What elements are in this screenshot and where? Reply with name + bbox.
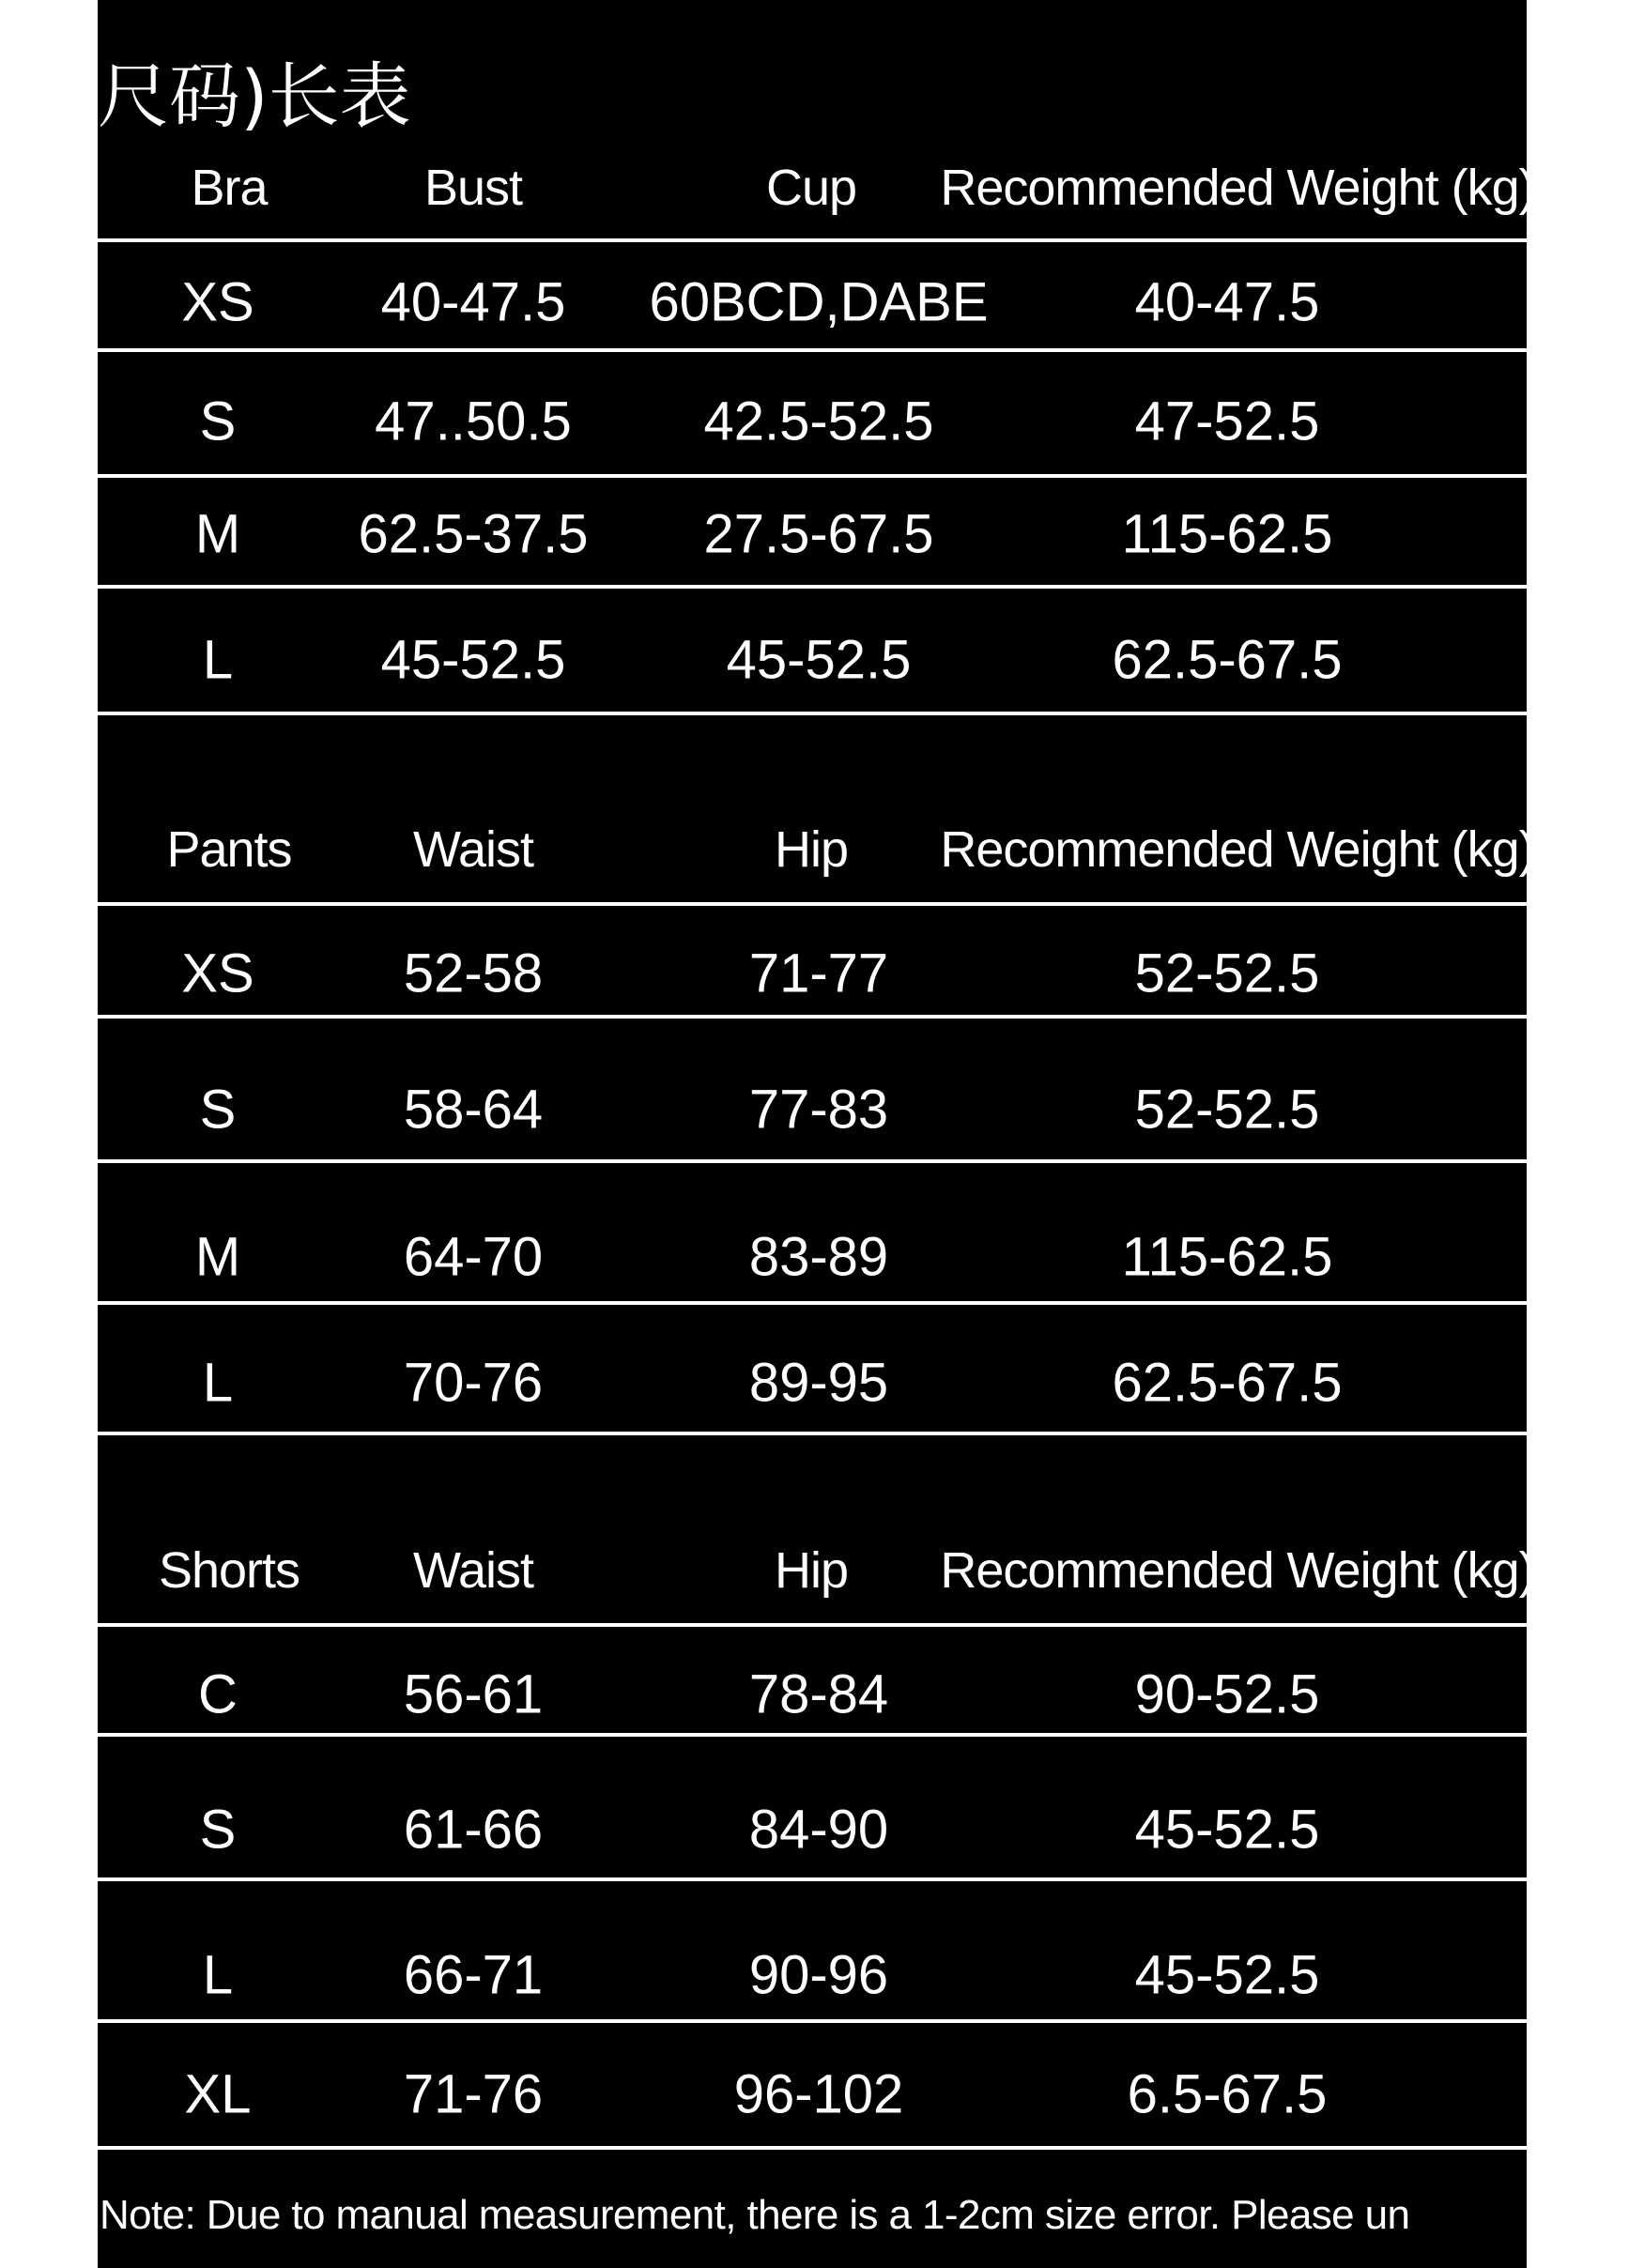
bra-cell-col2: 45-52.5 bbox=[380, 629, 566, 691]
bra-cell-col3: 27.5-67.5 bbox=[703, 503, 934, 565]
bra-header-col2: Bust bbox=[423, 160, 523, 216]
bra-row-divider bbox=[98, 585, 1527, 589]
shorts-cell-col2: 66-71 bbox=[403, 1944, 544, 2006]
pants-row-divider bbox=[98, 1015, 1527, 1019]
bra-header-size: Bra bbox=[191, 160, 268, 216]
shorts-row-divider bbox=[98, 1877, 1527, 1881]
bra-cell-size: XS bbox=[181, 271, 254, 333]
shorts-header-col3: Hip bbox=[774, 1542, 849, 1599]
pants-cell-size: L bbox=[202, 1352, 234, 1414]
shorts-cell-size: S bbox=[199, 1799, 237, 1861]
shorts-cell-size: L bbox=[202, 1944, 234, 2006]
bra-cell-col3: 45-52.5 bbox=[726, 629, 912, 691]
pants-cell-size: S bbox=[199, 1079, 237, 1141]
shorts-cell-weight: 6.5-67.5 bbox=[1127, 2063, 1328, 2125]
shorts-row-divider bbox=[98, 2146, 1527, 2150]
pants-row-divider bbox=[98, 1301, 1527, 1305]
bra-cell-weight: 115-62.5 bbox=[1121, 503, 1333, 565]
bra-cell-size: L bbox=[202, 629, 234, 691]
pants-cell-weight: 115-62.5 bbox=[1121, 1226, 1333, 1288]
shorts-row-divider bbox=[98, 2019, 1527, 2023]
shorts-header-col2: Waist bbox=[413, 1542, 533, 1599]
pants-cell-weight: 52-52.5 bbox=[1134, 942, 1320, 1004]
bra-row-divider bbox=[98, 238, 1527, 242]
page-title: 尺码)长表 bbox=[98, 54, 411, 138]
pants-cell-size: XS bbox=[181, 942, 254, 1004]
pants-row-divider bbox=[98, 902, 1527, 906]
shorts-cell-col2: 56-61 bbox=[403, 1663, 544, 1725]
shorts-cell-weight: 90-52.5 bbox=[1134, 1663, 1320, 1725]
footnote: Note: Due to manual measurement, there is a 1-2cm size error. Please un bbox=[100, 2192, 1410, 2238]
bra-cell-col2: 62.5-37.5 bbox=[358, 503, 589, 565]
bra-row-divider bbox=[98, 474, 1527, 478]
shorts-cell-col3: 84-90 bbox=[748, 1799, 889, 1861]
pants-row-divider bbox=[98, 1432, 1527, 1435]
shorts-cell-size: C bbox=[198, 1663, 238, 1725]
shorts-header-weight: Recommended Weight (kg) bbox=[940, 1542, 1535, 1599]
bra-cell-size: M bbox=[194, 503, 241, 565]
shorts-header-size: Shorts bbox=[158, 1542, 300, 1599]
pants-cell-col2: 64-70 bbox=[403, 1226, 544, 1288]
pants-cell-col3: 89-95 bbox=[748, 1352, 889, 1414]
shorts-row-divider bbox=[98, 1623, 1527, 1627]
pants-cell-weight: 62.5-67.5 bbox=[1112, 1352, 1343, 1414]
pants-cell-col3: 71-77 bbox=[748, 942, 889, 1004]
shorts-cell-weight: 45-52.5 bbox=[1134, 1799, 1320, 1861]
pants-cell-size: M bbox=[194, 1226, 241, 1288]
shorts-cell-col3: 96-102 bbox=[733, 2063, 904, 2125]
bra-cell-col2: 47..50.5 bbox=[375, 391, 572, 452]
bra-cell-weight: 62.5-67.5 bbox=[1112, 629, 1343, 691]
pants-cell-col2: 70-76 bbox=[403, 1352, 544, 1414]
pants-header-col2: Waist bbox=[413, 821, 533, 878]
shorts-row-divider bbox=[98, 1733, 1527, 1737]
bra-row-divider bbox=[98, 712, 1527, 715]
pants-cell-col2: 58-64 bbox=[403, 1079, 544, 1141]
bra-cell-weight: 47-52.5 bbox=[1134, 391, 1320, 452]
bra-cell-weight: 40-47.5 bbox=[1134, 271, 1320, 333]
shorts-cell-col2: 71-76 bbox=[403, 2063, 544, 2125]
size-chart-panel bbox=[98, 0, 1535, 2268]
bra-header-weight: Recommended Weight (kg) bbox=[940, 160, 1535, 216]
shorts-cell-col3: 90-96 bbox=[748, 1944, 889, 2006]
pants-header-weight: Recommended Weight (kg) bbox=[940, 821, 1535, 878]
pants-cell-weight: 52-52.5 bbox=[1134, 1079, 1320, 1141]
bra-row-divider bbox=[98, 348, 1527, 352]
pants-cell-col2: 52-58 bbox=[403, 942, 544, 1004]
pants-cell-col3: 77-83 bbox=[748, 1079, 889, 1141]
shorts-cell-col2: 61-66 bbox=[403, 1799, 544, 1861]
bra-cell-col3: 60BCD,DABE bbox=[649, 271, 989, 333]
shorts-cell-weight: 45-52.5 bbox=[1134, 1944, 1320, 2006]
bra-cell-col2: 40-47.5 bbox=[380, 271, 566, 333]
pants-header-size: Pants bbox=[166, 821, 292, 878]
pants-row-divider bbox=[98, 1159, 1527, 1163]
pants-cell-col3: 83-89 bbox=[748, 1226, 889, 1288]
bra-cell-size: S bbox=[199, 391, 237, 452]
shorts-cell-col3: 78-84 bbox=[748, 1663, 889, 1725]
shorts-cell-size: XL bbox=[184, 2063, 252, 2125]
bra-header-col3: Cup bbox=[765, 160, 857, 216]
bra-cell-col3: 42.5-52.5 bbox=[703, 391, 934, 452]
pants-header-col3: Hip bbox=[774, 821, 849, 878]
